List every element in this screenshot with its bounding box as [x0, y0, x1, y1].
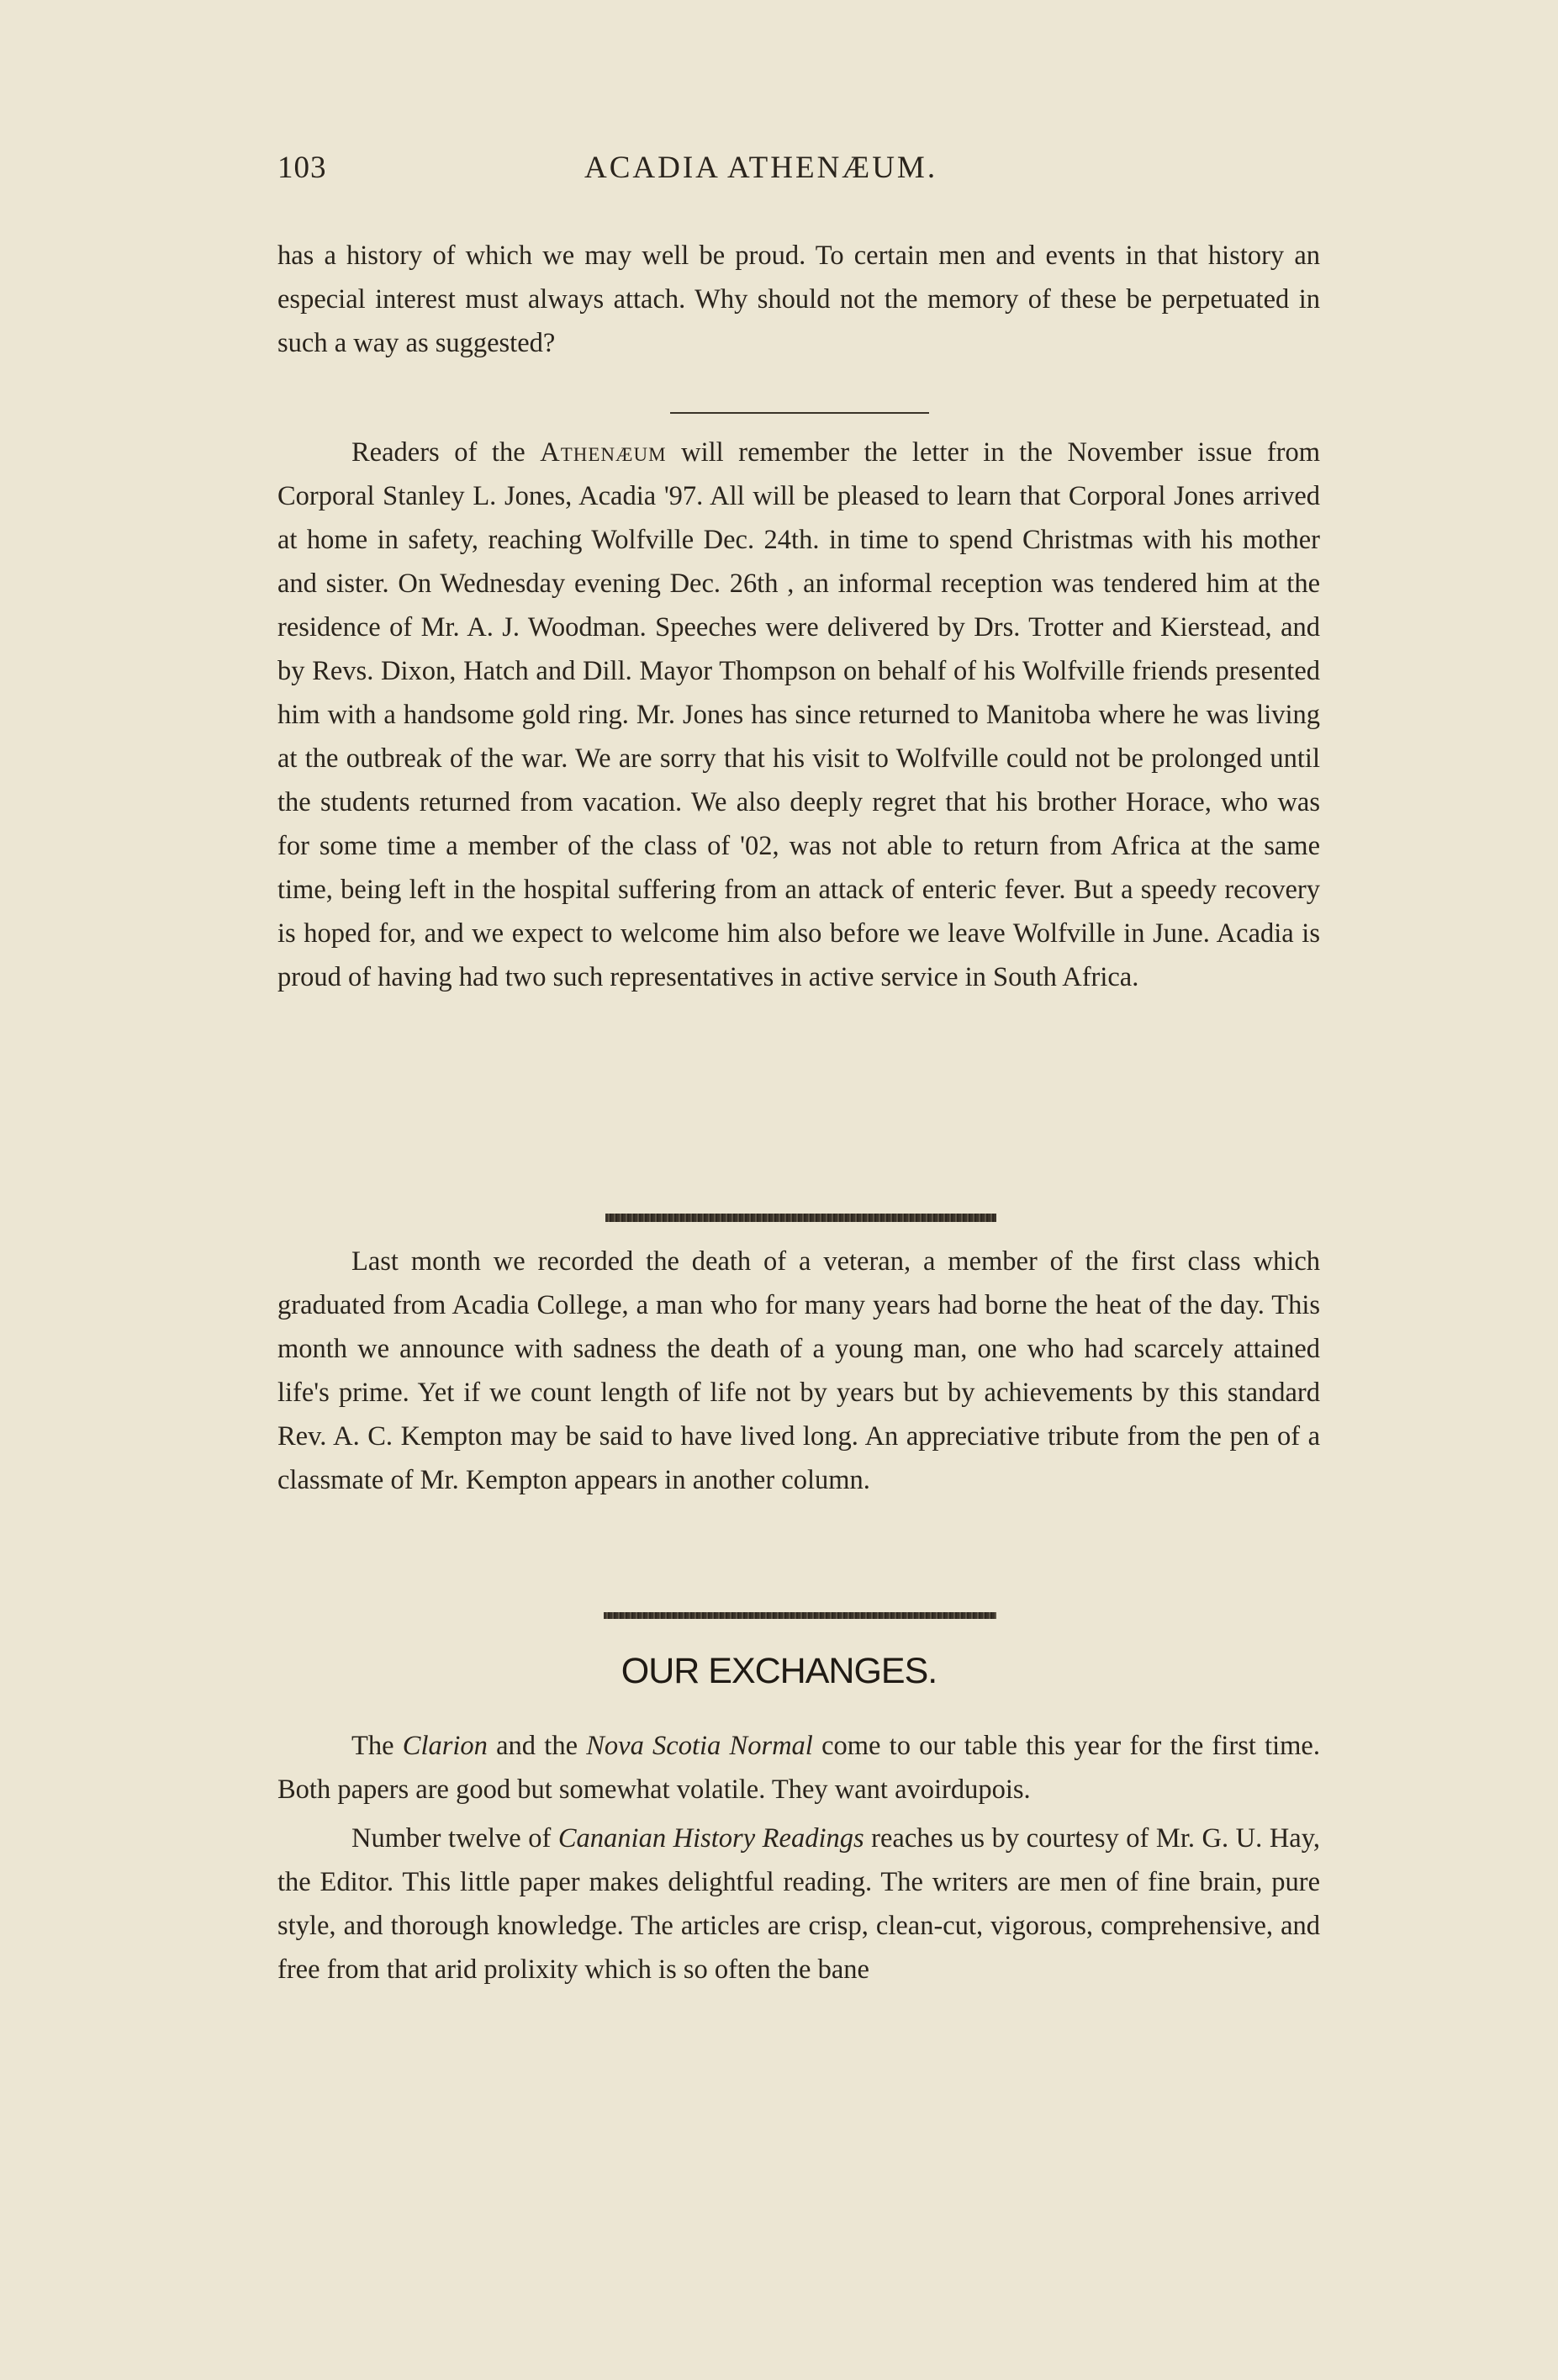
publication-nova-scotia-normal: Nova Scotia Normal — [586, 1731, 813, 1761]
section-divider-rule — [670, 412, 929, 414]
readings-lead: Number twelve of — [351, 1823, 558, 1854]
jones-article — [277, 431, 1320, 999]
paragraph-history: has a history of which we may well be proud. To certain men and events in that history an especial interest must always attach. Why should not the memory of these be perpetuated in such a way as suggested? — [277, 241, 1320, 358]
paragraph-history-readings — [277, 1817, 1320, 1991]
running-head: ACADIA ATHENÆUM. — [584, 151, 938, 185]
paragraph-jones-lead: Readers of the — [351, 437, 541, 468]
clarion-mid: and the — [487, 1731, 587, 1761]
page-header — [277, 150, 1320, 200]
section-title-exchanges: OUR EXCHANGES. — [621, 1651, 937, 1691]
kempton-article — [277, 1240, 1320, 1502]
paragraph-jones-body: will remember the letter in the November issue from Corporal Stanley L. Jones, Acadia '97. All will be pleased to learn that Corporal Jones arrived at home in safety, reaching Wolfville Dec. 24th. in time to spend Christmas with his mother and sister. On Wednesday evening Dec. 26th , an informal reception was tendered him at the residence of Mr. A. J. Woodman. Speeches were delivered by Drs. Trotter and Kierstead, and by Revs. Dixon, Hatch and Dill. Mayor Thompson on behalf of his Wolfville friends presented him with a handsome gold ring. Mr. Jones has since returned to Manitoba where he was living at the outbreak of the war. We are sorry that his visit to Wolfville could not be prolonged until the students returned from vacation. We also deeply regret that his brother Horace, who was for some time a member of the class of '02, was not able to return from Africa at the same time, being left in the hospital suffering from an attack of enteric fever. But a speedy recovery is hoped for, and we expect to welcome him also before we leave Wolfville in June. Acadia is proud of having had two such representatives in active service in South Africa. — [277, 437, 1321, 992]
continued-paragraph — [277, 234, 1320, 365]
clarion-lead: The — [351, 1731, 403, 1761]
paragraph-corporal-jones — [277, 431, 1320, 999]
paragraph-kempton: Last month we recorded the death of a veteran, a member of the first class which graduated from Acadia College, a man who for many years had borne the heat of the day. This month we announce with sadness the death of a young man, one who had scarcely attained life's prime. Yet if we count length of life not by years but by achievements by this standard Rev. A. C. Kempton may be said to have lived long. An appreciative tribute from the pen of a classmate of Mr. Kempton appears in another column. — [277, 1246, 1320, 1495]
clarion-rest: come to our table this year for the first time. Both papers are good but somewhat volatile. They want avoirdupois. — [277, 1731, 1320, 1805]
ornament-divider — [605, 1214, 996, 1222]
readings-rest: reaches us by courtesy of Mr. G. U. Hay, the Editor. This little paper makes delightful reading. The writers are men of fine brain, pure style, and thorough knowledge. The articles are crisp, clean-cut, vigorous, comprehensive, and free from that arid prolixity which is so often the bane — [277, 1823, 1320, 1985]
ornament-divider-2 — [604, 1612, 996, 1619]
publication-clarion: Clarion — [402, 1731, 488, 1761]
paragraph-clarion — [277, 1724, 1320, 1811]
page-number: 103 — [277, 151, 327, 185]
journal-name: Athenæum — [540, 437, 667, 468]
publication-history-readings: Cananian History Readings — [557, 1823, 864, 1854]
exchanges-section — [277, 1724, 1320, 1991]
